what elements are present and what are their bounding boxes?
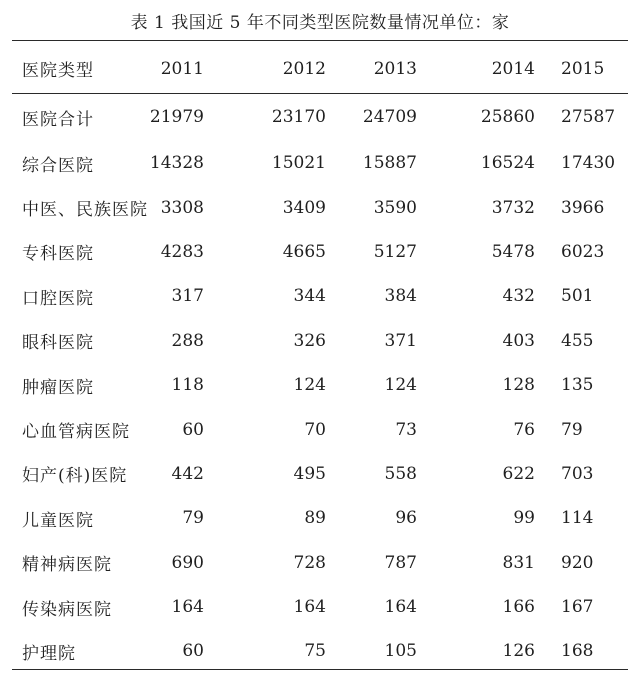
cell-2014: 128: [502, 375, 535, 396]
cell-2012: 15021: [271, 153, 326, 174]
cell-2011: 118: [171, 375, 204, 396]
cell-2015: 703: [561, 463, 594, 484]
cell-2015: 168: [561, 641, 594, 662]
table-row: [0, 629, 640, 673]
header-year-2011: 2011: [160, 58, 204, 79]
cell-2012: 344: [293, 286, 326, 307]
cell-2015: 167: [561, 597, 594, 618]
cell-hospital-type: 专科医院: [22, 244, 94, 265]
cell-2012: 23170: [271, 107, 326, 127]
cell-2014: 166: [502, 597, 535, 618]
cell-2011: 3308: [160, 197, 204, 218]
cell-2013: 3590: [373, 197, 417, 218]
cell-2014: 622: [502, 463, 535, 484]
cell-2013: 384: [384, 286, 417, 307]
header-year-2013: 2013: [373, 58, 417, 79]
cell-2012: 4665: [282, 241, 326, 262]
cell-2014: 5478: [491, 241, 535, 262]
table-row: [0, 274, 640, 318]
hospital-count-table: [0, 44, 640, 674]
cell-2014: 403: [502, 330, 535, 351]
cell-2015: 79: [561, 419, 583, 440]
cell-2013: 24709: [362, 107, 417, 127]
cell-2011: 60: [182, 419, 204, 440]
cell-2015: 114: [561, 508, 594, 529]
cell-2013: 105: [384, 641, 417, 662]
cell-hospital-type: 肿瘤医院: [22, 377, 94, 398]
cell-2011: 317: [171, 286, 204, 307]
cell-2015: 920: [561, 552, 594, 573]
cell-hospital-type: 口腔医院: [22, 288, 94, 309]
header-year-2012: 2012: [282, 58, 326, 79]
cell-2012: 495: [293, 463, 326, 484]
table-row: [0, 363, 640, 407]
cell-2013: 124: [384, 375, 417, 396]
cell-2015: 27587: [561, 107, 616, 127]
table-row: [0, 141, 640, 185]
table-row: [0, 541, 640, 585]
cell-hospital-type: 眼科医院: [22, 333, 94, 354]
cell-2014: 16524: [480, 153, 535, 174]
cell-2015: 3966: [561, 197, 605, 218]
cell-2011: 14328: [149, 153, 204, 174]
table-row: [0, 93, 640, 141]
cell-2011: 79: [182, 508, 204, 529]
cell-hospital-type: 儿童医院: [22, 510, 94, 531]
cell-2012: 89: [304, 508, 326, 529]
table-row: [0, 185, 640, 229]
cell-2013: 96: [395, 508, 417, 529]
header-year-2014: 2014: [491, 58, 535, 79]
cell-2012: 124: [293, 375, 326, 396]
cell-2015: 455: [561, 330, 594, 351]
cell-2012: 70: [304, 419, 326, 440]
cell-2012: 728: [293, 552, 326, 573]
cell-2011: 442: [171, 463, 204, 484]
cell-2015: 135: [561, 375, 594, 396]
cell-2011: 21979: [149, 107, 204, 127]
table-row: [0, 496, 640, 540]
cell-2013: 73: [395, 419, 417, 440]
table-caption: 表 1 我国近 5 年不同类型医院数量情况单位：家: [130, 13, 510, 33]
cell-2014: 99: [513, 508, 535, 529]
cell-2015: 17430: [561, 153, 616, 174]
table-body: [0, 93, 640, 674]
table-row: [0, 319, 640, 363]
cell-2013: 164: [384, 597, 417, 618]
cell-2012: 164: [293, 597, 326, 618]
cell-2011: 60: [182, 641, 204, 662]
cell-2015: 6023: [561, 241, 605, 262]
cell-2013: 5127: [373, 241, 417, 262]
table-row: [0, 407, 640, 451]
cell-2015: 501: [561, 286, 594, 307]
cell-hospital-type: 护理院: [22, 643, 76, 664]
cell-hospital-type: 中医、民族医院: [22, 200, 148, 221]
cell-2011: 690: [171, 552, 204, 573]
cell-2014: 831: [502, 552, 535, 573]
cell-hospital-type: 心血管病医院: [22, 422, 130, 443]
table-row: [0, 585, 640, 629]
header-row: [0, 44, 640, 93]
table-header: [0, 44, 640, 93]
cell-hospital-type: 精神病医院: [22, 555, 112, 576]
cell-2014: 25860: [480, 107, 535, 127]
cell-hospital-type: 妇产(科)医院: [22, 466, 128, 487]
cell-hospital-type: 医院合计: [22, 109, 94, 130]
table-row: [0, 452, 640, 496]
cell-2012: 75: [304, 641, 326, 662]
cell-2011: 164: [171, 597, 204, 618]
cell-2013: 371: [384, 330, 417, 351]
header-year-2015: 2015: [561, 58, 605, 79]
table-row: [0, 230, 640, 274]
cell-2011: 288: [171, 330, 204, 351]
cell-2011: 4283: [160, 241, 204, 262]
cell-2014: 3732: [491, 197, 535, 218]
cell-2014: 126: [502, 641, 535, 662]
cell-hospital-type: 传染病医院: [22, 599, 112, 620]
cell-2013: 15887: [362, 153, 417, 174]
table-top-rule: [12, 40, 628, 41]
cell-2013: 787: [384, 552, 417, 573]
cell-2012: 3409: [282, 197, 326, 218]
cell-2014: 76: [513, 419, 535, 440]
cell-hospital-type: 综合医院: [22, 155, 94, 176]
header-hospital-type: 医院类型: [22, 61, 94, 81]
cell-2013: 558: [384, 463, 417, 484]
cell-2012: 326: [293, 330, 326, 351]
cell-2014: 432: [502, 286, 535, 307]
